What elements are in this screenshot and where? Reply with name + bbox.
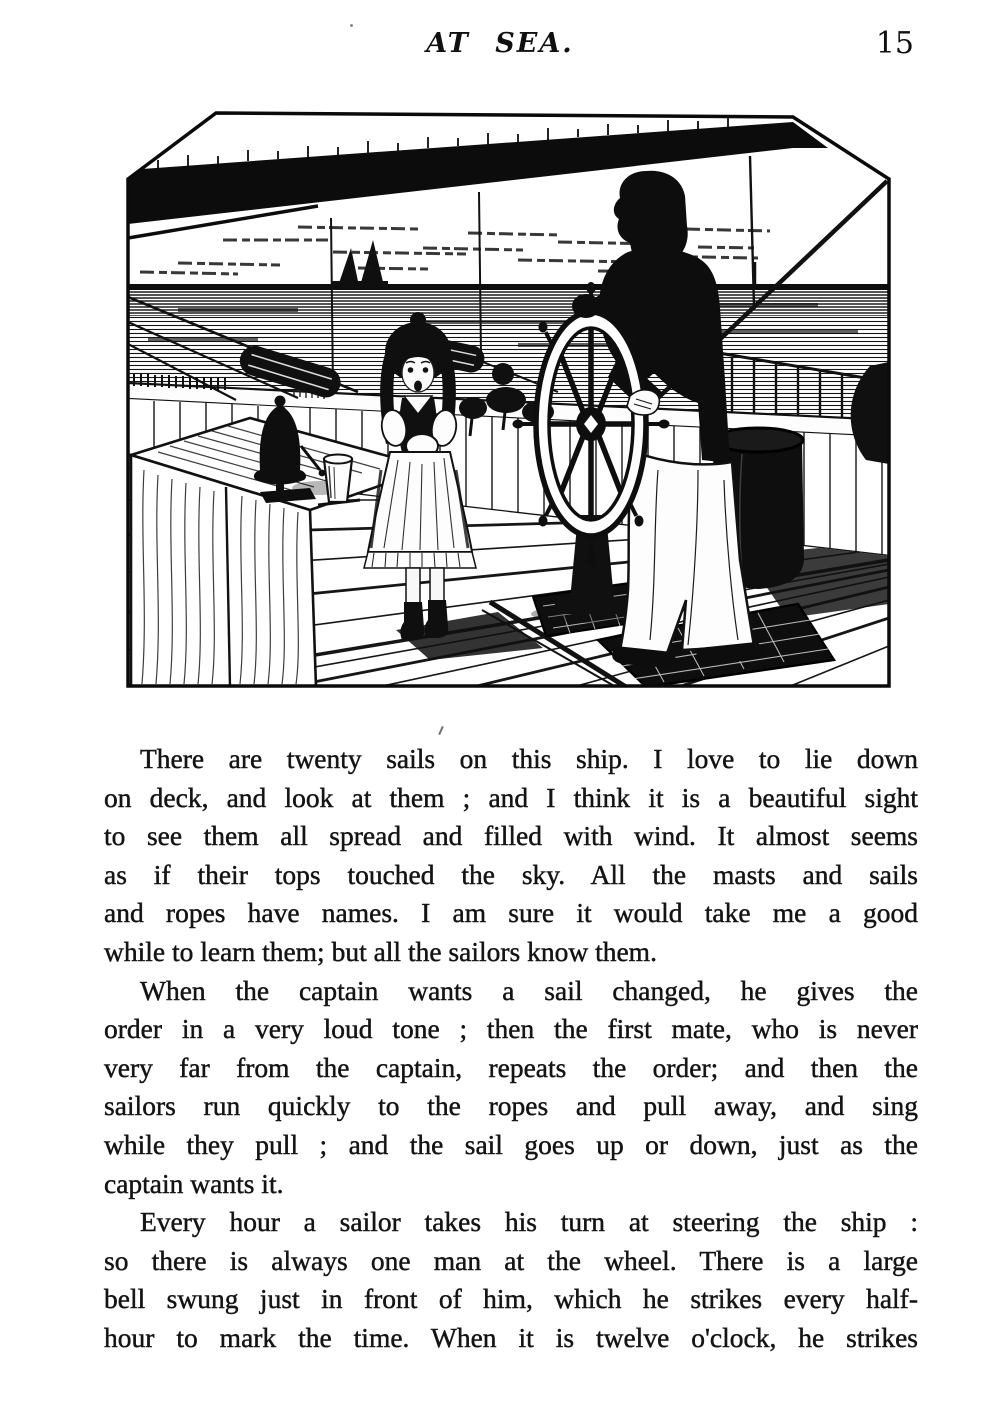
text-line: There are twenty sails on this ship. I love to lie down — [140, 743, 918, 774]
scan-speckle — [350, 24, 353, 27]
paragraph — [104, 740, 918, 972]
text-line: while to learn them; but all the sailors know them. — [104, 935, 657, 967]
text-line: to see them all spread and filled with wind. It almost seems — [104, 820, 918, 852]
helmsman-far-hand — [572, 294, 600, 318]
text-line: very far from the captain, repeats the order; and then the — [104, 1051, 918, 1083]
text-line: so there is always one man at the wheel. There is a large — [104, 1244, 918, 1276]
text-line: as if their tops touched the sky. All the masts and sails — [104, 858, 918, 890]
text-line: order in a very loud tone ; then the first mate, who is never — [104, 1013, 918, 1045]
paragraph — [104, 1203, 918, 1357]
text-line: while they pull ; and the sail goes up or down, just as the — [104, 1128, 918, 1160]
running-head-title: AT SEA. — [426, 28, 574, 59]
text-line: hour to mark the time. When it is twelve o'clock, he strikes — [104, 1321, 918, 1353]
text-line: captain wants it. — [104, 1167, 284, 1199]
helmsman-near-hand — [627, 390, 659, 415]
body-text — [104, 740, 918, 1358]
scan-speckle — [438, 726, 443, 735]
text-line: bell swung just in front of him, which he strikes every half- — [104, 1283, 918, 1315]
text-line: sailors run quickly to the ropes and pull away, and sing — [104, 1090, 918, 1122]
illustration-ship-deck — [126, 110, 898, 690]
text-line: Every hour a sailor takes his turn at steering the ship : — [140, 1206, 918, 1238]
text-line: and ropes have names. I am sure it would take me a good — [104, 897, 918, 929]
text-line: When the captain wants a sail changed, he gives the — [140, 974, 918, 1006]
page-number: 15 — [875, 26, 914, 61]
girl-mouth — [414, 381, 422, 392]
paragraph — [104, 972, 918, 1204]
text-line: on deck, and look at them ; and I think it is a beautiful sight — [104, 781, 918, 813]
